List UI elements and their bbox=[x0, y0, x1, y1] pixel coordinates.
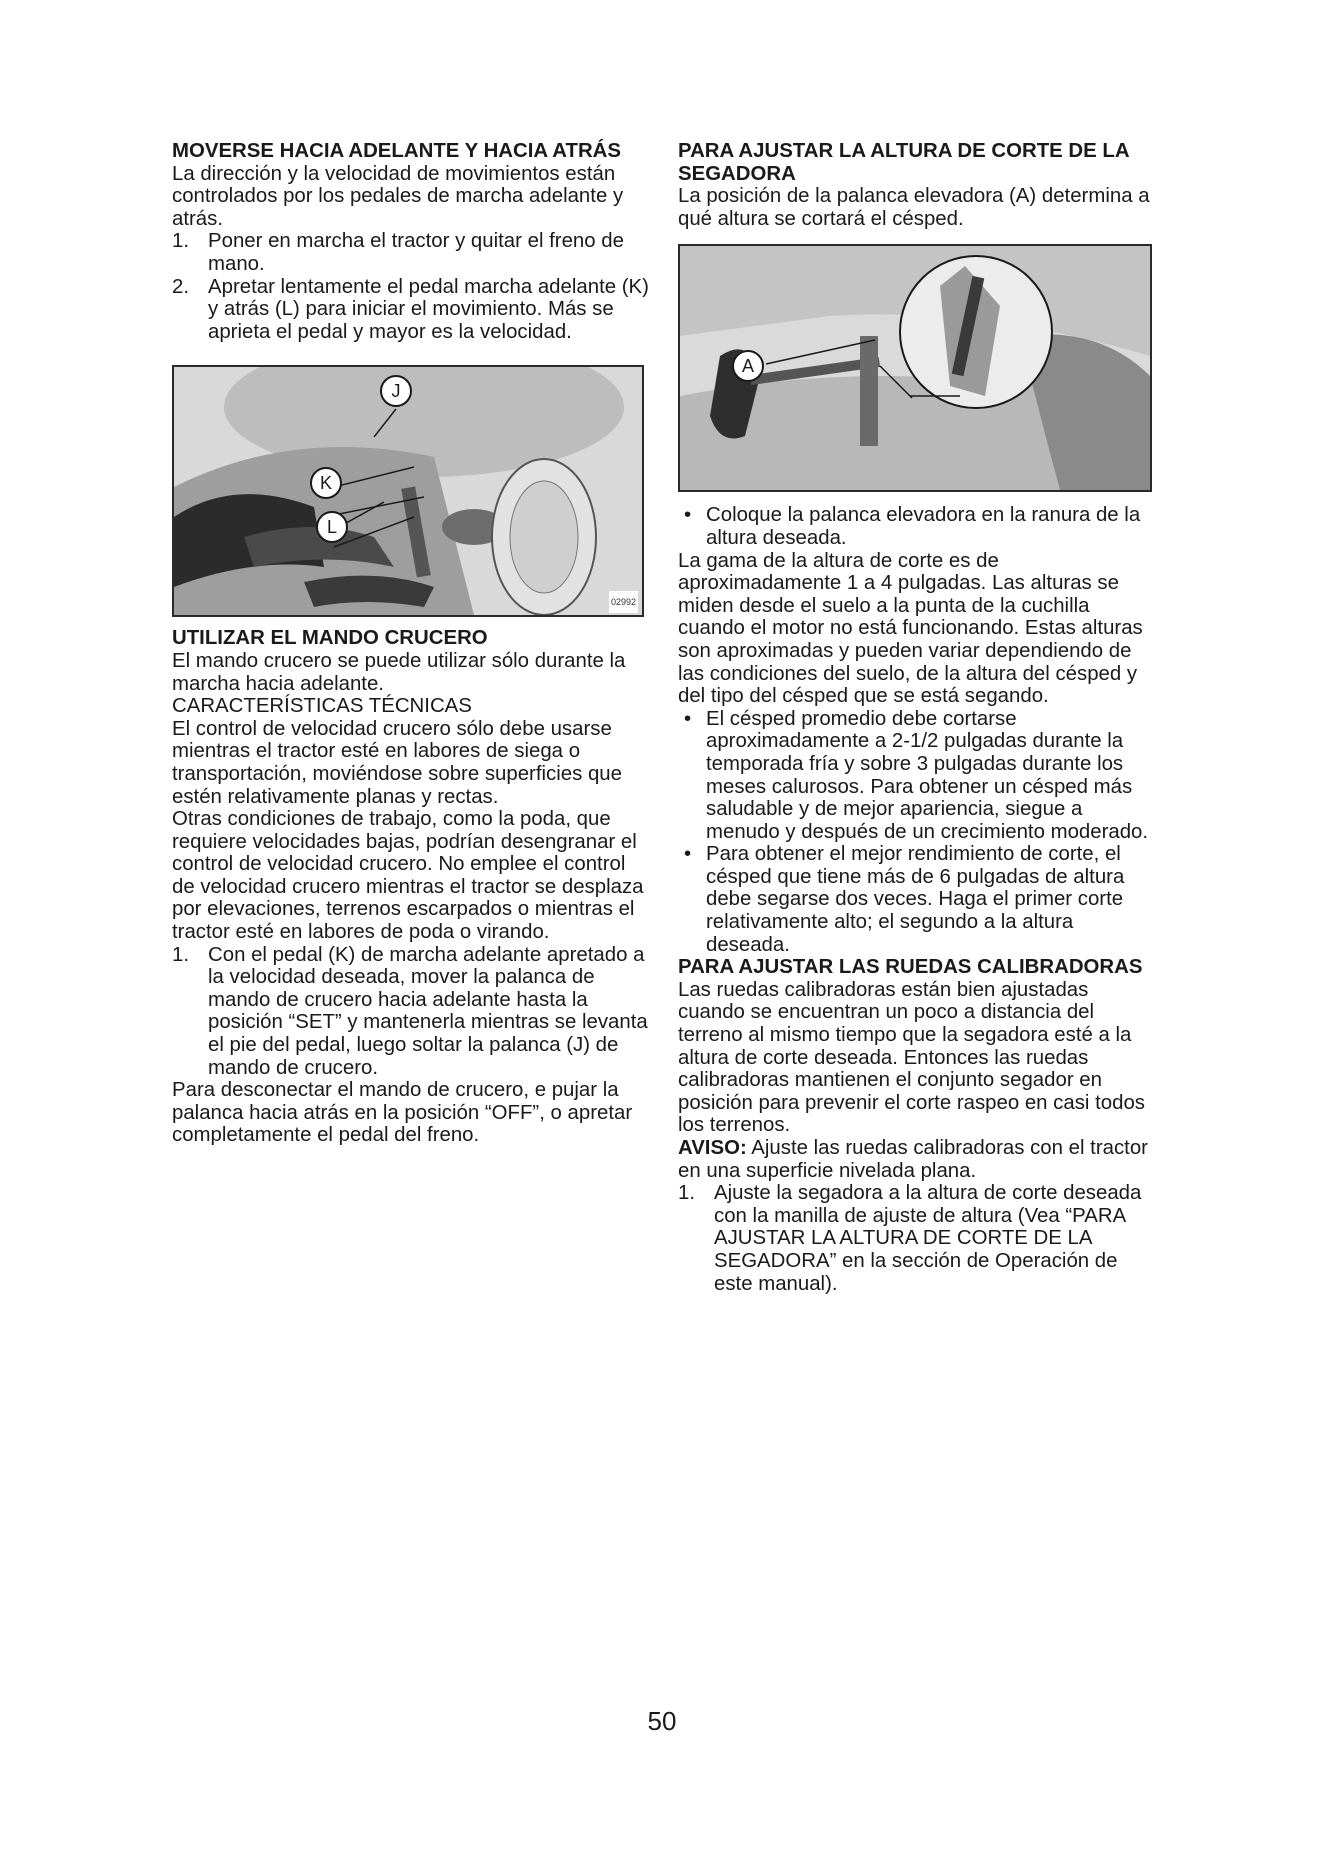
paragraph-lift-lever: La posición de la palanca elevadora (A) determina a qué altura se cortará el césped. bbox=[678, 185, 1150, 230]
callout-j: J bbox=[380, 375, 412, 407]
lever-bullet-list bbox=[678, 504, 1156, 549]
steps-list bbox=[172, 230, 650, 343]
step-number: 1. bbox=[172, 943, 190, 966]
step-text: Ajuste la segadora a la altura de corte deseada con la manilla de ajuste de altura (Vea “PARA AJUSTAR LA ALTURA DE CORTE DE LA SEGADORA” en la sección de Operación de este manual). bbox=[714, 1182, 1142, 1295]
paragraph-disconnect-cruise: Para desconectar el mando de crucero, e pujar la palanca hacia atrás en la posición “OFF”, o apretar completamente el pedal del freno. bbox=[172, 1079, 633, 1147]
heading-cruise-control: UTILIZAR EL MANDO CRUCERO bbox=[172, 627, 488, 650]
paragraph-direction-speed: La dirección y la velocidad de movimientos están controlados por los pedales de marcha adelante y atrás. bbox=[172, 162, 624, 230]
cruise-steps-list bbox=[172, 944, 650, 1080]
paragraph-cruise-conditions: Otras condiciones de trabajo, como la poda, que requiere velocidades bajas, podrían desengranar el control de velocidad crucero. No emplee el control de velocidad crucero mientras el tractor se desplaza por elevaciones, terrenos escarpados o mientras el tractor esté en labores de poda o virando. bbox=[172, 808, 644, 944]
grass-bullet-list bbox=[678, 708, 1156, 957]
step-number: 1. bbox=[678, 1182, 696, 1205]
bullet-icon: • bbox=[684, 707, 692, 730]
figure-code: 02992 bbox=[609, 591, 638, 614]
callout-a: A bbox=[732, 350, 764, 382]
heading-cut-height: PARA AJUSTAR LA ALTURA DE CORTE DE LA SEGADORA bbox=[678, 140, 1129, 185]
paragraph-cut-range: La gama de la altura de corte es de aproximadamente 1 a 4 pulgadas. Las alturas se miden desde el suelo a la punta de la cuchilla cuando el motor no está funcionando. Estas alturas son aproximadas y pueden variar dependiendo de las condiciones del suelo, de la altura del césped y del tipo del césped que se está segando. bbox=[678, 549, 1143, 708]
subheading-technical: CARACTERÍSTICAS TÉCNICAS bbox=[172, 695, 472, 718]
paragraph-cruise-forward: El mando crucero se puede utilizar sólo durante la marcha hacia adelante. bbox=[172, 649, 626, 695]
notice-label: AVISO: bbox=[678, 1137, 747, 1159]
step-text: Con el pedal (K) de marcha adelante apretado a la velocidad deseada, mover la palanca de mando de crucero hacia adelante hasta la posición “SET” y mantenerla mientras se levanta el pie del pedal, luego soltar la palanca (J) de mando de crucero. bbox=[208, 943, 648, 1079]
step-number: 1. bbox=[172, 230, 190, 253]
step-text: Poner en marcha el tractor y quitar el freno de mano. bbox=[208, 230, 624, 275]
notice-paragraph bbox=[678, 1137, 1156, 1182]
left-column bbox=[172, 140, 650, 1147]
right-column bbox=[678, 140, 1156, 1295]
bullet-text: Para obtener el mejor rendimiento de corte, el césped que tiene más de 6 pulgadas de altura debe segarse dos veces. Haga el primer corte relativamente alto; el segundo a la altura deseada. bbox=[706, 843, 1125, 956]
paragraph-gauge-wheels: Las ruedas calibradoras están bien ajustadas cuando se encuentran un poco a distancia del terreno al mismo tiempo que la segadora esté a la altura de corte deseada. Entonces las ruedas calibradoras mantienen el conjunto segador en posición para prevenir el corte raspeo en casi todos los terrenos. bbox=[678, 978, 1145, 1137]
notice-text: Ajuste las ruedas calibradoras con el tractor en una superficie nivelada plana. bbox=[678, 1137, 1148, 1182]
bullet-text: El césped promedio debe cortarse aproximadamente a 2-1/2 pulgadas durante la temporada fría y sobre 3 pulgadas durante los meses calurosos. Para obtener un césped más saludable y de mejor apariencia, siegue a menudo y después de un crecimiento moderado. bbox=[706, 707, 1149, 843]
bullet-icon: • bbox=[684, 843, 692, 866]
tractor-pedals-drawing bbox=[174, 367, 642, 615]
callout-l: L bbox=[316, 511, 348, 543]
list-item bbox=[678, 504, 1156, 549]
lift-lever-illustration bbox=[678, 244, 1152, 492]
pedals-illustration bbox=[172, 365, 644, 617]
list-item bbox=[172, 276, 650, 344]
gauge-steps-list bbox=[678, 1182, 1156, 1295]
list-item bbox=[678, 708, 1156, 844]
list-item bbox=[172, 230, 650, 275]
page-number: 50 bbox=[647, 1706, 677, 1736]
step-number: 2. bbox=[172, 275, 190, 298]
callout-k: K bbox=[310, 467, 342, 499]
paragraph-cruise-usage: El control de velocidad crucero sólo debe usarse mientras el tractor esté en labores de siega o transportación, moviéndose sobre superficies que estén relativamente planas y rectas. bbox=[172, 717, 622, 808]
list-item bbox=[678, 843, 1156, 956]
step-text: Apretar lentamente el pedal marcha adelante (K) y atrás (L) para iniciar el movimiento. Más se aprieta el pedal y mayor es la velocidad. bbox=[208, 275, 649, 343]
list-item bbox=[678, 1182, 1156, 1295]
heading-forward-reverse: MOVERSE HACIA ADELANTE Y HACIA ATRÁS bbox=[172, 140, 621, 162]
bullet-text: Coloque la palanca elevadora en la ranura de la altura deseada. bbox=[706, 504, 1141, 549]
list-item bbox=[172, 944, 650, 1080]
heading-gauge-wheels: PARA AJUSTAR LAS RUEDAS CALIBRADORAS bbox=[678, 956, 1143, 979]
bullet-icon: • bbox=[684, 504, 692, 527]
